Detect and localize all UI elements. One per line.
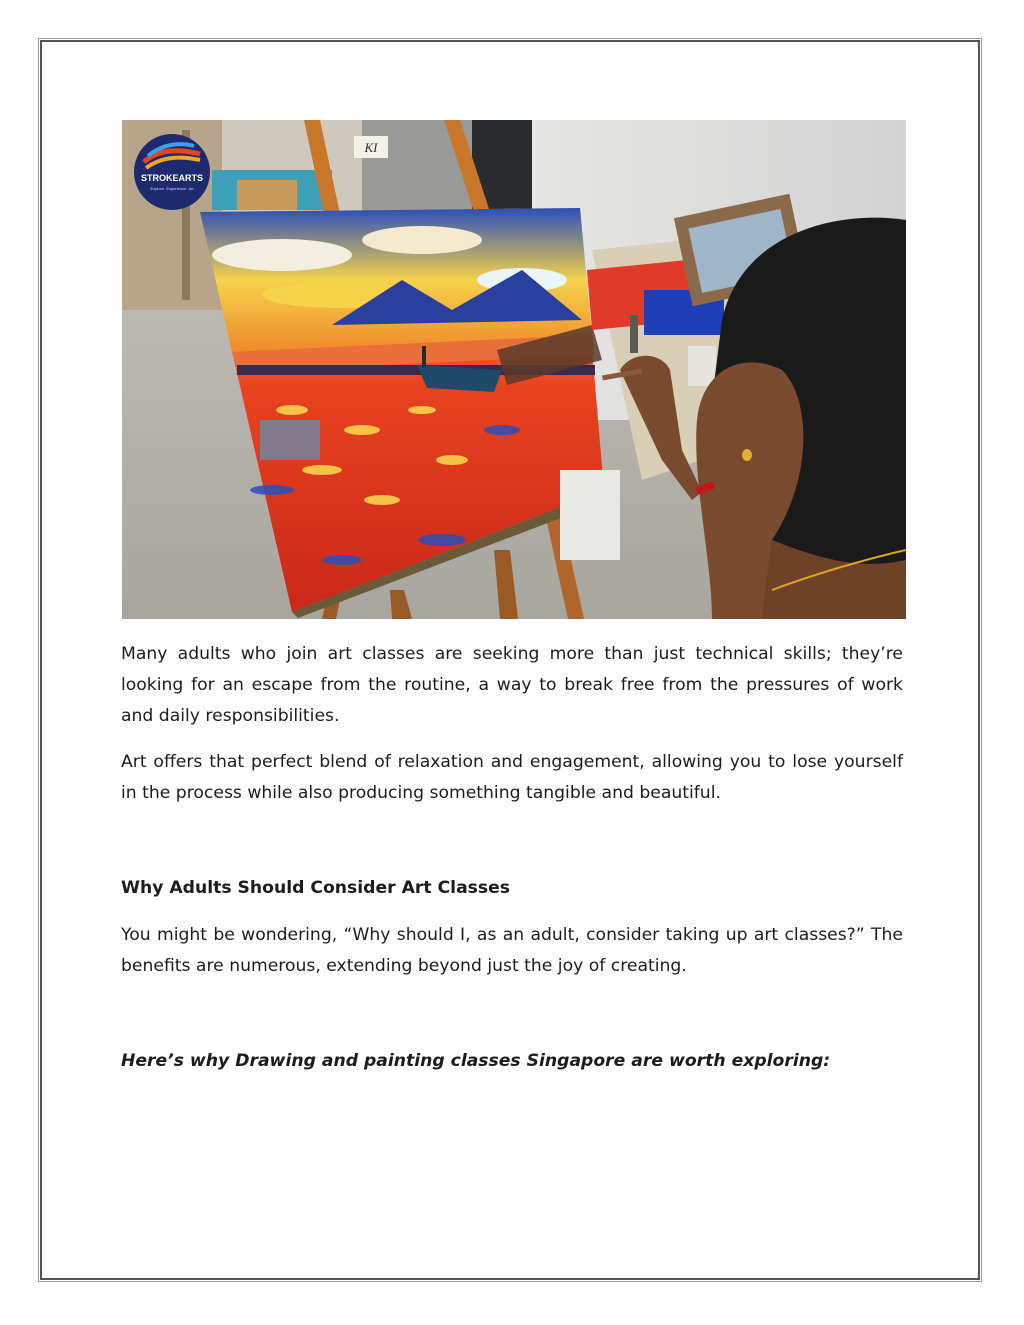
- logo-tagline: Explore. Experience. Art: [150, 186, 194, 191]
- logo-text: STROKEARTS: [140, 173, 204, 183]
- section-subheading: Here’s why Drawing and painting classes Singapore are worth exploring:: [121, 1051, 831, 1071]
- painting-class-photo: [122, 120, 906, 619]
- section-heading: Why Adults Should Consider Art Classes: [121, 878, 511, 898]
- paragraph-escape-routine: Many adults who join art classes are seeking more than just technical skills; they’re looking for an escape from the routine, a way to break free from the pressures of work and daily responsibilities.: [121, 644, 903, 726]
- paragraph-benefits: You might be wondering, “Why should I, as an adult, consider taking up art classes?” The benefits are numerous, extending beyond just the joy of creating.: [121, 925, 903, 976]
- strokearts-logo: [134, 134, 210, 210]
- wall-sign-text: KI: [364, 140, 378, 155]
- paragraph-relaxation: Art offers that perfect blend of relaxation and engagement, allowing you to lose yourself in the process while also producing something tangible and beautiful.: [121, 752, 903, 803]
